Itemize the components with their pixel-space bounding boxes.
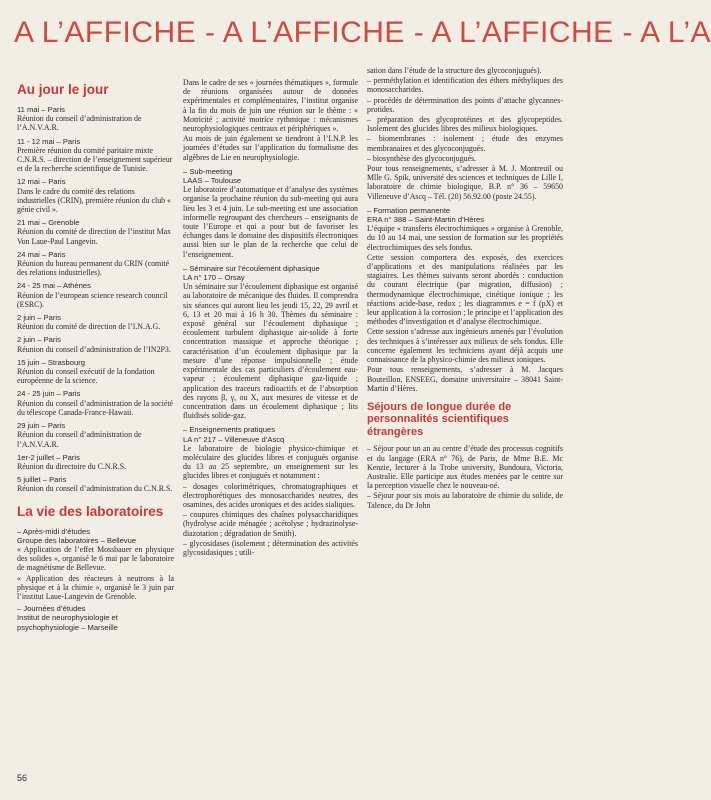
agenda-item	[17, 218, 174, 246]
agenda-date: 2 juin – Paris	[17, 313, 61, 323]
agenda-list	[17, 105, 174, 494]
agenda-item	[17, 281, 174, 309]
section-title-sejours: Séjours de longue durée de personnalités scientifiques étrangères	[367, 400, 512, 438]
paragraph: Dans le cadre de ses « journées thématiques », formule de réunions organisées autour de données expérimentales et complémentaires, l’institut organise à la fin du mois de juin une réunion sur le thème : « Motricité ; activité motrice rythmique : mécanismes neurophysiologiques centraux et périphériques ».	[183, 78, 358, 134]
paragraph: Le laboratoire d’automatique et d’analyse des systèmes organise la prochaine réunion du sub-meeting qui aura lieu les 3 et 4 juin. Le sub-meeting est une association informelle regroupant des chercheurs – enseignants de toute l’Europe et qui a pour but de favoriser les échanges dans le domaine des dispositifs électroniques aussi bien sur le plan de la recherche que celui de l’enseignement.	[183, 185, 358, 259]
agenda-date: 12 mai – Paris	[17, 177, 66, 187]
labs-subheading: – Après-midi d’études	[17, 526, 91, 536]
agenda-item	[17, 335, 174, 353]
agenda-desc: Première réunion du comité paritaire mixte C.N.R.S. – direction de l’enseignement supérieur et de la recherche scientifique de Tunisie.	[17, 145, 173, 174]
subheading: LA n° 170 – Orsay	[183, 273, 245, 283]
paragraph: L’équipe « transferts électrochimiques » organise à Grenoble, du 10 au 14 mai, une session de formation sur les propriétés électrochimiques des sels fondus.	[367, 224, 563, 252]
paragraph: – coupures chimiques des chaînes polysaccharidiques (hydrolyse acide ménagée ; acétolyse ; hydrazinolyse-diazotation ; dégradation de Smith).	[183, 510, 358, 538]
agenda-desc: Réunion du conseil d’administration de la société du télescope Canada-France-Hawaii.	[17, 398, 174, 417]
agenda-item	[17, 475, 174, 493]
agenda-desc: Réunion du comité de direction de l’I.N.A.G.	[17, 322, 161, 332]
agenda-item	[17, 105, 174, 133]
subheading: LA n° 217 – Villeneuve d’Ascq	[183, 434, 285, 444]
labs-subheading: Groupe des laboratoires – Bellevue	[17, 535, 137, 545]
paragraph: – Séjour pour six mois au laboratoire de chimie du solide, de Talence, du Dr John	[367, 491, 563, 510]
agenda-item	[17, 421, 174, 449]
paragraph: Un séminaire sur l’écoulement diphasique est organisé au laboratoire de mécanique des fluides. Il comprendra six séances qui auront lieu les jeudi 15, 22, 29 avril et 6, 13 et 20 mai à 16 h 30. Thèmes du séminaire : exposé général sur l’écoulement diphasique ; écoulement turbulent diphasique air-solide à forte concentration massique et approche théorique ; caractérisation d’un écoulement diphasique par la mesure d’une réponse impulsionnelle ; étude expérimentale des cas particuliers d’écoulement eau-vapeur ; écoulement diphasique gaz-liquide ; application des traceurs radioactifs et de l’absorption des rayons β, γ, ou X, aux mesures de vitesse et de concentration dans un écoulement diphasique ; lits fluidisés solide-gaz.	[183, 282, 358, 421]
agenda-desc: Réunion du comité de direction de l’institut Max Von Laue-Paul Langevin.	[17, 227, 172, 246]
paragraph: – Séjour pour un an au centre d’étude des processus cognitifs et du langage (ERA n° 76), de Paris, de Mme B.E. Mc Kenzie, lecturer à la Trobe university, Bundoura, Victoria, Australie. Elle participe aux études menées par le centre sur la perception visuelle chez le nouveau-né.	[367, 444, 563, 491]
agenda-item	[17, 389, 174, 417]
agenda-desc: Dans le cadre du comité des relations industrielles (CRIN), première réunion du club « génie civil ».	[17, 186, 172, 215]
agenda-desc: Réunion du conseil d’administration de l’A.N.V.A.R.	[17, 114, 142, 133]
agenda-date: 15 juin – Strasbourg	[17, 357, 85, 367]
subheading: – Formation permanente	[367, 205, 451, 215]
paragraph: – préparation des glycoprotéines et des glycopeptides. Isolement des glucides libres des milieux biologiques.	[367, 115, 563, 134]
paragraph: – biomembranes : isolement ; étude des enzymes membranaires et des glycoconjugués.	[367, 134, 563, 153]
agenda-desc: Réunion du conseil d’administration de l’IN2P3.	[17, 344, 171, 354]
agenda-date: 2 juin – Paris	[17, 335, 61, 345]
agenda-date: 24 - 25 mai – Athènes	[17, 281, 91, 291]
agenda-date: 21 mai – Grenoble	[17, 218, 80, 228]
paragraph: Le laboratoire de biologie physico-chimique et moléculaire des glucides libres et conjugués organise du 13 au 25 septembre, un enseignement sur les glucides libres et conjugués et notamment :	[183, 443, 358, 481]
agenda-desc: Réunion du conseil exécutif de la fondation européenne de la science.	[17, 367, 155, 386]
subheading: LAAS – Toulouse	[183, 176, 242, 186]
section-title-au-jour-le-jour: Au jour le jour	[17, 82, 109, 97]
agenda-date: 24 - 25 juin – Paris	[17, 389, 81, 399]
labs-paragraph: « Application de l’effet Mossbauer en physique des solides », organisé le 6 mai par le laboratoire de magnétisme de Bellevue.	[17, 544, 174, 573]
paragraph: Cette session comportera des exposés, des exercices d’applications et des manipulations réalisées par les stagiaires. Les thèmes suivants seront abordés : conduction du courant électrique (par migration, diffusion) ; thermodynamique électrochimique, cinétique ionique ; les réactions acide-base, redox ; les diagrammes e = f (pX) et leur application à la corrosion ; le principe et l’application des méthodes d’investigation et d’analyse électrochimique.	[367, 252, 563, 327]
agenda-date: 1er-2 juillet – Paris	[17, 452, 80, 462]
paragraph: – perméthylation et identification des éthers méthyliques des monosaccharides.	[367, 76, 563, 95]
agenda-item	[17, 177, 174, 214]
agenda-date: 11 - 12 mai – Paris	[17, 136, 81, 146]
paragraph: – dosages colorimétriques, chromatographiques et électrophorétiques des monosaccharides neutres, des osamines, des acides uroniques et des acides sialiques.	[183, 481, 358, 509]
section-title-vie-des-laboratoires: La vie des laboratoires	[17, 503, 164, 519]
paragraph: Pour tous renseignements, s’adresser à M. Jacques Bouteillon, ENSEEG, domaine universitaire – 38041 Saint-Martin d’Hères.	[367, 365, 563, 393]
banner	[0, 14, 711, 54]
agenda-desc: Réunion de l’european science research council (ESRC).	[17, 290, 168, 309]
paragraph: sation dans l’étude de la structure des glycoconjugués).	[367, 66, 542, 75]
paragraph: Au mois de juin également se tiendront à l’I.N.P. les journées d’études sur l’application du formalisme des algèbres de Lie en neurophysiologie.	[183, 134, 358, 162]
agenda-desc: Réunion du conseil d’administration de l’A.N.V.A.R.	[17, 430, 142, 449]
page-number: 56	[17, 773, 28, 783]
agenda-date: 24 mai – Paris	[17, 249, 66, 259]
agenda-item	[17, 313, 174, 331]
labs-paragraph: « Application des réacteurs à neutrons à la physique et à la chimie », organisé le 3 juin par l’institut Laue-Langevin de Grenoble.	[17, 573, 174, 601]
paragraph: – glycosidases (isolement ; détermination des activités glycosidasiques ; utili-	[183, 538, 358, 557]
labs-subheading: Institut de neurophysiologie et psychophysiologie – Marseille	[17, 613, 118, 632]
column-3	[367, 66, 563, 511]
agenda-date: 5 juillet – Paris	[17, 475, 67, 485]
paragraph: Cette session s’adresse aux ingénieurs amenés par l’évolution des techniques à s’intéresser aux milieux de sels fondus. Elle concerne également les techniciens ayant déjà acquis une connaissance de la physico-chimie des milieux ioniques.	[367, 327, 563, 365]
agenda-desc: Réunion du bureau permanent du CRIN (comité des relations industrielles).	[17, 259, 170, 278]
agenda-date: 29 juin – Paris	[17, 421, 66, 431]
column-1	[17, 78, 174, 632]
subheading: – Séminaire sur l’écoulement diphasique	[183, 263, 320, 273]
column-2	[183, 78, 358, 562]
subheading: – Enseignements pratiques	[183, 425, 276, 435]
agenda-date: 11 mai – Paris	[17, 105, 65, 114]
agenda-item	[17, 358, 174, 386]
agenda-item	[17, 453, 174, 471]
subheading: – Sub-meeting	[183, 166, 233, 176]
subheading: ERA n° 388 – Saint-Martin d’Hères	[367, 215, 484, 225]
paragraph: – procédés de détermination des points d’attache glycannes-protides.	[367, 95, 563, 114]
paragraph: Pour tous renseignements, s’adresser à M. J. Montreuil ou Mlle G. Spik, université des sciences et techniques de Lille I, laboratoire de chimie biologique, B.P. n° 36 – 59650 Villeneuve d’Ascq – Tél. (20) 56.92.00 (poste 24.55).	[367, 164, 563, 201]
agenda-desc: Réunion du conseil d’administration du C.N.R.S.	[17, 484, 173, 494]
agenda-desc: Réunion du directoire du C.N.R.S.	[17, 461, 127, 471]
paragraph: – biosynthèse des glycoconjugués.	[367, 153, 477, 163]
labs-subheading: – Journées d’études	[17, 604, 86, 614]
agenda-item	[17, 250, 174, 278]
agenda-item	[17, 137, 174, 174]
banner-text: A L’AFFICHE - A L’AFFICHE - A L’AFFICHE - A L’A	[14, 16, 711, 49]
